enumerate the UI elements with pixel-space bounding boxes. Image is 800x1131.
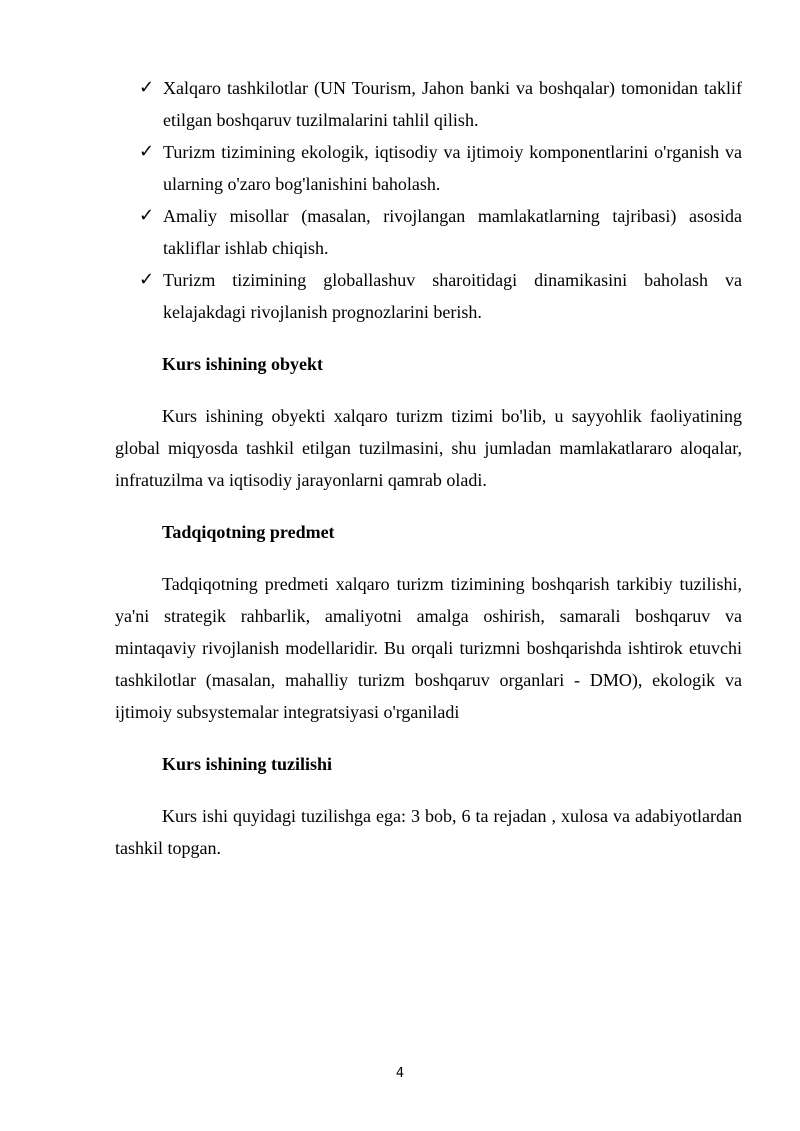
checkmark-icon: ✓ — [139, 141, 155, 162]
section-paragraph-structure: Kurs ishi quyidagi tuzilishga ega: 3 bob, 6 ta rejadan , xulosa va adabiyotlardan tashkil topgan. — [115, 806, 742, 858]
list-item — [115, 200, 742, 264]
list-item-text: Turizm tizimining globallashuv sharoitidagi dinamikasini baholash va kelajakdagi rivojlanish prognozlarini berish. — [163, 270, 742, 322]
section-paragraph-subject: Tadqiqotning predmeti xalqaro turizm tizimining boshqarish tarkibiy tuzilishi, ya'ni strategik rahbarlik, amaliyotni amalga oshirish, samarali boshqaruv va mintaqaviy rivojlanish modellaridir. Bu orqali turizmni boshqarishda ishtirok etuvchi tashkilotlar (masalan, mahalliy turizm boshqaruv organlari - DMO), ekologik va ijtimoiy subsystemalar integratsiyasi o'rganiladi — [115, 574, 742, 722]
checkmark-icon: ✓ — [139, 269, 155, 290]
list-item-text: Amaliy misollar (masalan, rivojlangan mamlakatlarning tajribasi) asosida takliflar ishlab chiqish. — [163, 206, 742, 258]
section-paragraph-object: Kurs ishining obyekti xalqaro turizm tizimi bo'lib, u sayyohlik faoliyatining global miqyosda tashkil etilgan tuzilmasini, shu jumladan mamlakatlararo aloqalar, infratuzilma va iqtisodiy jarayonlarni qamrab oladi. — [115, 406, 742, 490]
objectives-list — [115, 72, 742, 328]
list-item — [115, 264, 742, 328]
checkmark-icon: ✓ — [139, 77, 155, 98]
page-number: 4 — [395, 1066, 405, 1081]
checkmark-icon: ✓ — [139, 205, 155, 226]
page-content — [115, 72, 742, 864]
section-heading-object: Kurs ishining obyekt — [162, 354, 324, 374]
list-item-text: Turizm tizimining ekologik, iqtisodiy va ijtimoiy komponentlarini o'rganish va ularning o'zaro bog'lanishini baholash. — [163, 142, 742, 194]
section-heading-subject: Tadqiqotning predmet — [162, 522, 335, 542]
list-item — [115, 72, 742, 136]
list-item-text: Xalqaro tashkilotlar (UN Tourism, Jahon banki va boshqalar) tomonidan taklif etilgan boshqaruv tuzilmalarini tahlil qilish. — [163, 78, 742, 130]
list-item — [115, 136, 742, 200]
section-heading-structure: Kurs ishining tuzilishi — [162, 754, 333, 774]
